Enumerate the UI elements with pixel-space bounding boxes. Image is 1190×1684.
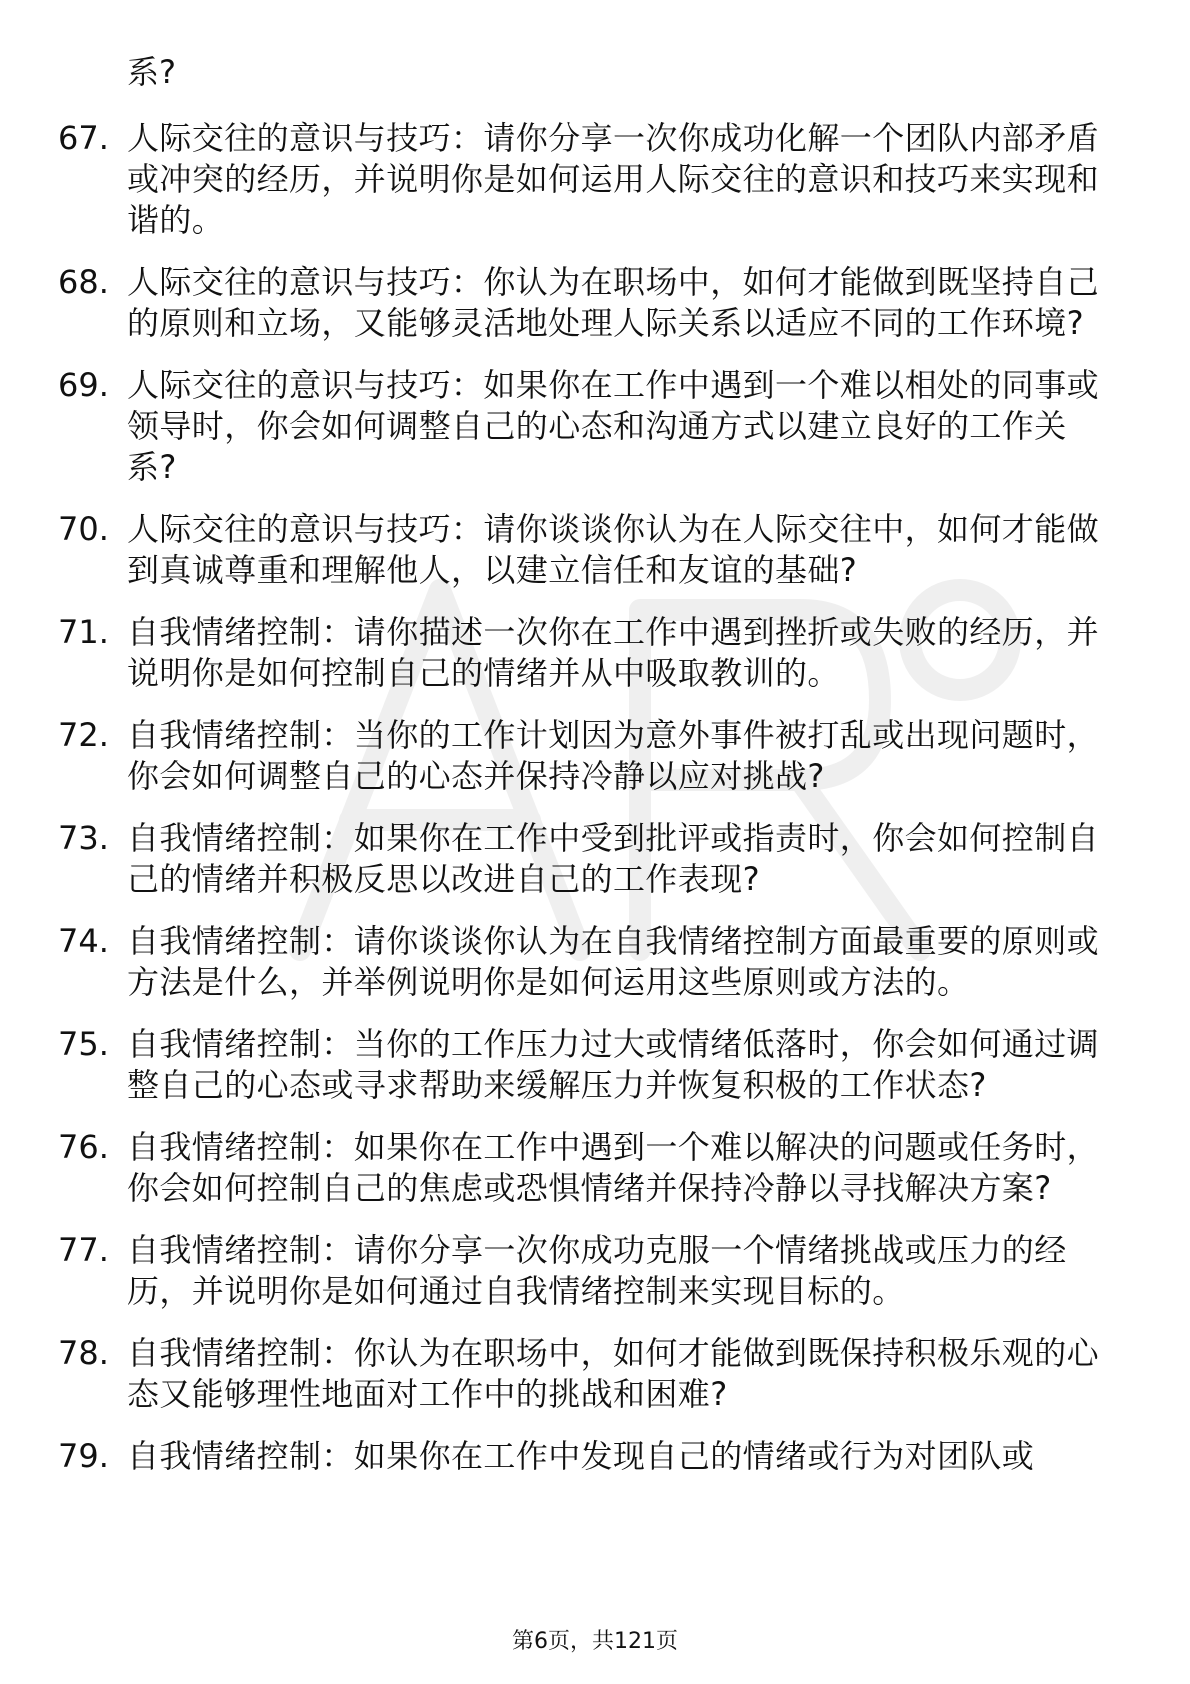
question-item bbox=[58, 1024, 1108, 1106]
question-number: 78. bbox=[58, 1334, 109, 1372]
question-item bbox=[58, 818, 1108, 900]
question-number: 73. bbox=[58, 819, 109, 857]
question-text: 人际交往的意识与技巧：请你分享一次你成功化解一个团队内部矛盾或冲突的经历，并说明你是如何运用人际交往的意识和技巧来实现和谐的。 bbox=[127, 119, 1100, 239]
question-item bbox=[58, 612, 1108, 694]
question-item bbox=[58, 1333, 1108, 1415]
question-text: 自我情绪控制：当你的工作压力过大或情绪低落时，你会如何通过调整自己的心态或寻求帮助来缓解压力并恢复积极的工作状态? bbox=[127, 1025, 1100, 1104]
question-item bbox=[58, 1127, 1108, 1209]
question-text: 自我情绪控制：请你描述一次你在工作中遇到挫折或失败的经历，并说明你是如何控制自己的情绪并从中吸取教训的。 bbox=[127, 613, 1100, 692]
question-item bbox=[58, 1436, 1108, 1477]
question-list bbox=[58, 118, 1108, 1498]
question-text: 自我情绪控制：你认为在职场中，如何才能做到既保持积极乐观的心态又能够理性地面对工作中的挑战和困难? bbox=[127, 1334, 1100, 1413]
question-text: 人际交往的意识与技巧：请你谈谈你认为在人际交往中，如何才能做到真诚尊重和理解他人，以建立信任和友谊的基础? bbox=[127, 510, 1100, 589]
question-number: 68. bbox=[58, 263, 109, 301]
question-item bbox=[58, 365, 1108, 488]
continued-question-text: 系? bbox=[127, 53, 176, 91]
question-number: 67. bbox=[58, 119, 109, 157]
question-item bbox=[58, 1230, 1108, 1312]
question-number: 79. bbox=[58, 1437, 109, 1475]
page-footer: 第6页，共121页 bbox=[512, 1629, 678, 1654]
question-number: 70. bbox=[58, 510, 109, 548]
question-text: 自我情绪控制：如果你在工作中发现自己的情绪或行为对团队或 bbox=[127, 1437, 1035, 1475]
question-item bbox=[58, 262, 1108, 344]
question-text: 人际交往的意识与技巧：你认为在职场中，如何才能做到既坚持自己的原则和立场，又能够灵活地处理人际关系以适应不同的工作环境? bbox=[127, 263, 1100, 342]
question-item bbox=[58, 921, 1108, 1003]
question-text: 自我情绪控制：请你分享一次你成功克服一个情绪挑战或压力的经历，并说明你是如何通过自我情绪控制来实现目标的。 bbox=[127, 1231, 1067, 1310]
question-number: 75. bbox=[58, 1025, 109, 1063]
question-number: 77. bbox=[58, 1231, 109, 1269]
question-number: 76. bbox=[58, 1128, 109, 1166]
question-text: 自我情绪控制：当你的工作计划因为意外事件被打乱或出现问题时，你会如何调整自己的心态并保持冷静以应对挑战? bbox=[127, 716, 1100, 795]
question-text: 自我情绪控制：如果你在工作中受到批评或指责时，你会如何控制自己的情绪并积极反思以改进自己的工作表现? bbox=[127, 819, 1100, 898]
question-item bbox=[58, 509, 1108, 591]
question-item bbox=[58, 118, 1108, 241]
question-text: 自我情绪控制：如果你在工作中遇到一个难以解决的问题或任务时，你会如何控制自己的焦虑或恐惧情绪并保持冷静以寻找解决方案? bbox=[127, 1128, 1100, 1207]
question-number: 71. bbox=[58, 613, 109, 651]
question-number: 72. bbox=[58, 716, 109, 754]
question-item bbox=[58, 715, 1108, 797]
question-number: 74. bbox=[58, 922, 109, 960]
question-number: 69. bbox=[58, 366, 109, 404]
question-text: 自我情绪控制：请你谈谈你认为在自我情绪控制方面最重要的原则或方法是什么，并举例说明你是如何运用这些原则或方法的。 bbox=[127, 922, 1100, 1001]
question-text: 人际交往的意识与技巧：如果你在工作中遇到一个难以相处的同事或领导时，你会如何调整自己的心态和沟通方式以建立良好的工作关系? bbox=[127, 366, 1100, 486]
